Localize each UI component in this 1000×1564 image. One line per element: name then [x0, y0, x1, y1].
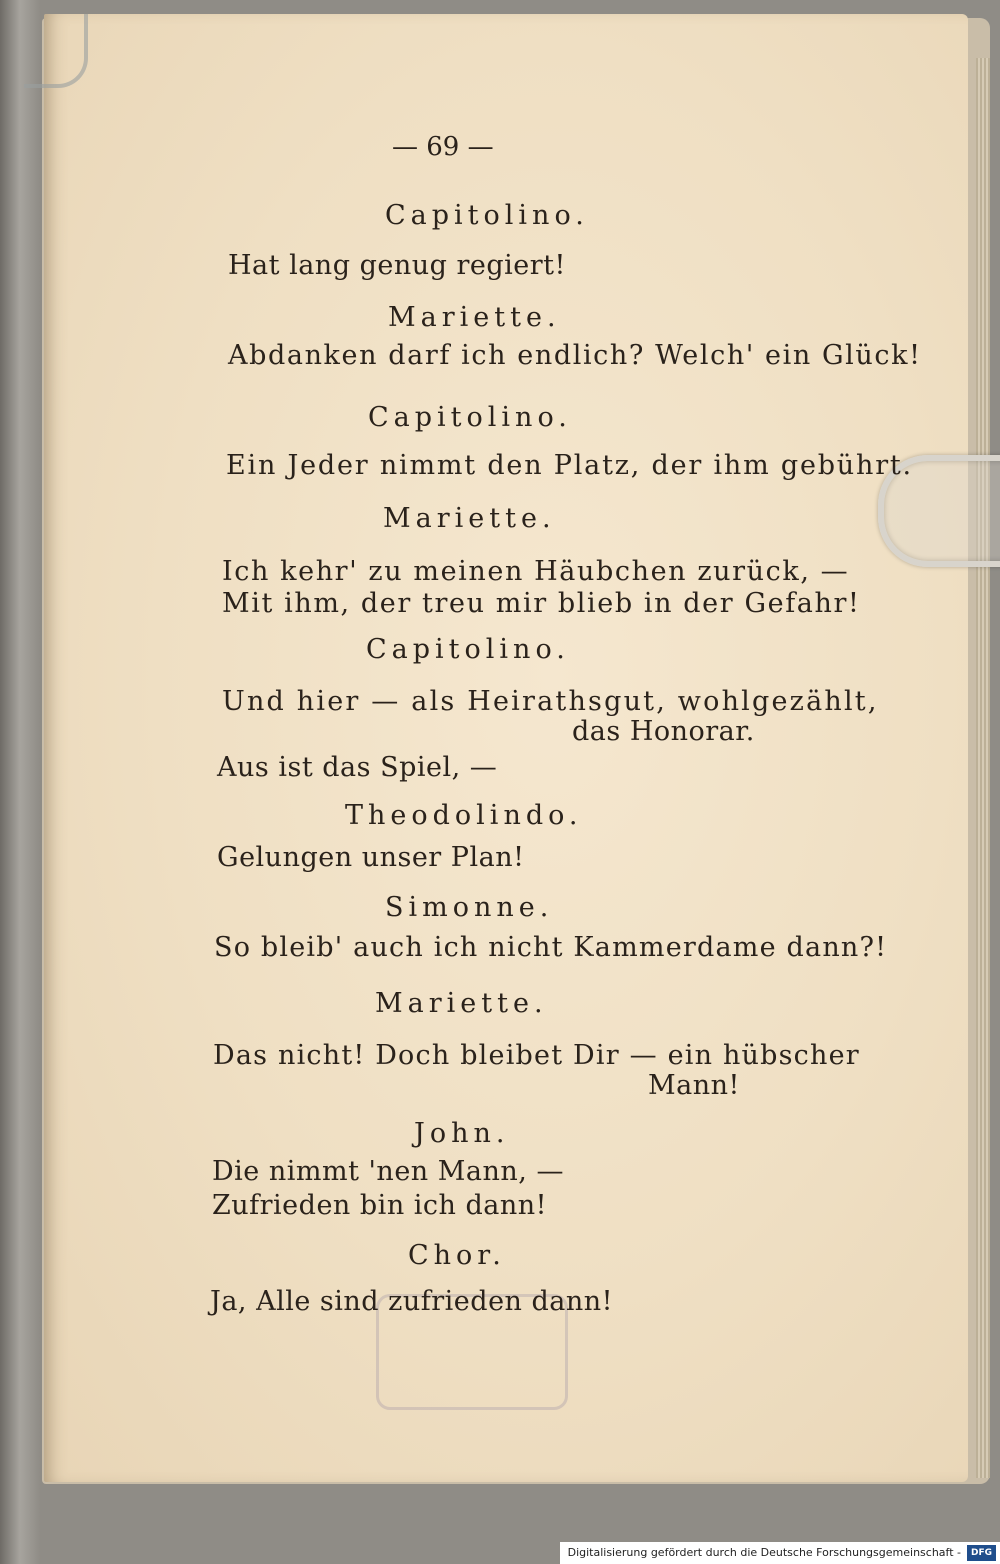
- dfg-logo: DFG: [967, 1545, 996, 1561]
- speaker-name: Chor.: [408, 1240, 506, 1271]
- speaker-name: Simonne.: [385, 892, 554, 923]
- speaker-name: John.: [414, 1118, 510, 1149]
- page-number: — 69 —: [392, 132, 494, 162]
- verse-line: Ein Jeder nimmt den Platz, der ihm gebührt.: [226, 450, 913, 481]
- speaker-name: Capitolino.: [385, 200, 589, 231]
- verse-line: Die nimmt 'nen Mann, —: [212, 1156, 564, 1187]
- speaker-name: Mariette.: [388, 302, 561, 333]
- credit-text: Digitalisierung gefördert durch die Deutsche Forschungsgemeinschaft -: [567, 1546, 961, 1559]
- verse-line: Zufrieden bin ich dann!: [212, 1190, 548, 1221]
- verse-line: das Honorar.: [572, 716, 755, 747]
- verse-line: So bleib' auch ich nicht Kammerdame dann?!: [214, 932, 888, 963]
- verse-line: Und hier — als Heirathsgut, wohlgezählt,: [222, 686, 879, 717]
- speaker-name: Mariette.: [375, 988, 548, 1019]
- verse-line: Hat lang genug regiert!: [228, 250, 566, 281]
- verse-line: Gelungen unser Plan!: [217, 842, 525, 873]
- verse-line: Abdanken darf ich endlich? Welch' ein Glück!: [228, 340, 922, 371]
- verse-line: Aus ist das Spiel, —: [217, 752, 498, 783]
- verse-line: Ich kehr' zu meinen Häubchen zurück, —: [222, 556, 850, 587]
- speaker-name: Theodolindo.: [345, 800, 583, 831]
- book-page: [44, 14, 968, 1482]
- speaker-name: Mariette.: [383, 503, 556, 534]
- speaker-name: Capitolino.: [368, 402, 572, 433]
- digitization-credit: [560, 1542, 1000, 1564]
- binding-ring: [24, 14, 88, 88]
- verse-line: Ja, Alle sind zufrieden dann!: [210, 1286, 614, 1317]
- verse-line: Mann!: [648, 1070, 740, 1101]
- speaker-name: Capitolino.: [366, 634, 570, 665]
- verse-line: Das nicht! Doch bleibet Dir — ein hübscher: [213, 1040, 860, 1071]
- verse-line: Mit ihm, der treu mir blieb in der Gefahr!: [222, 588, 861, 619]
